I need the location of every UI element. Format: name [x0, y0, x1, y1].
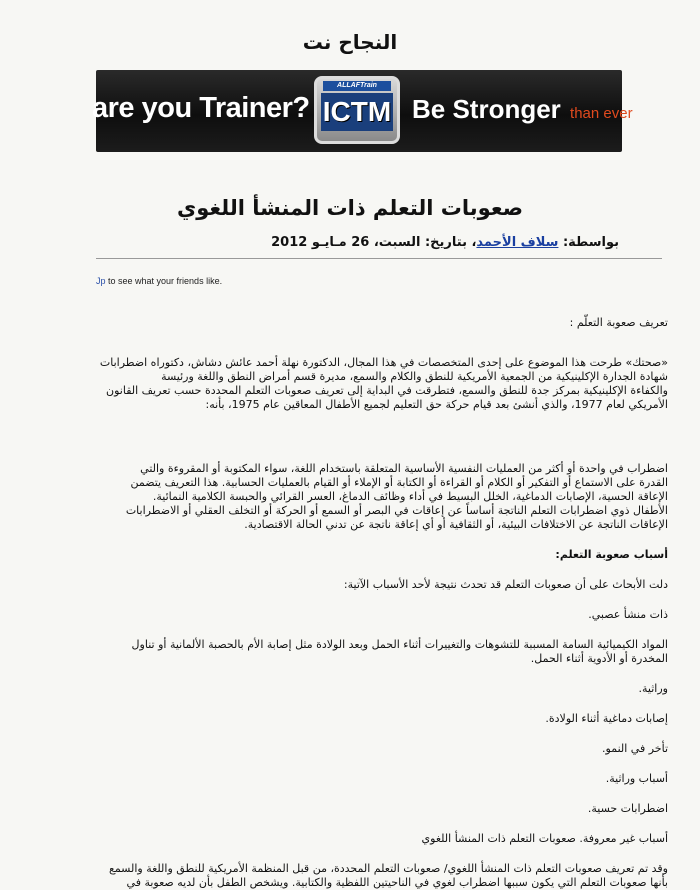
banner-slogan-left: are you Trainer? [92, 92, 310, 124]
ictm-logo [314, 76, 400, 144]
list-item: وراثية. [638, 682, 668, 695]
paragraph-line: الإعاقات الناتجة عن الاختلافات البيئية، أو الثقافية أو أي إعاقة ناتجة عن تدني الحالة الاقتصادية. [244, 518, 668, 531]
list-item: اضطرابات حسية. [587, 802, 668, 815]
paragraph-line: الأمريكي لعام 1977، والذي أنشئ بعد قيام حركة حق التعليم لجميع الأطفال المعاقين عام 1975، بأنه: [205, 398, 668, 411]
logo-main-text: ICTM [321, 93, 393, 131]
paragraph-line: بأنها صعوبات التعلم التي يكون سببها اضطراب لغوي في الناحيتين اللفظية والكتابية. ويشخص الطفل بأن لديه صعوبة في [126, 876, 668, 889]
banner-slogan-tail: than ever [570, 105, 633, 122]
divider [96, 258, 662, 259]
list-item: أسباب غير معروفة. صعوبات التعلم ذات المنشأ اللغوي [421, 832, 668, 845]
article-body [58, 316, 668, 890]
paragraph-line: والكفاءة الإكلينيكية بمركز جدة للنطق والسمع، فتطرقت في البداية إلى تعريف صعوبات التعلم المحددة حسب تعريف القانون [106, 384, 668, 397]
social-prompt [96, 276, 222, 286]
article-byline [271, 235, 619, 250]
article-title: صعوبات التعلم ذات المنشأ اللغوي [177, 196, 523, 220]
paragraph-line: وقد تم تعريف صعوبات التعلم ذات المنشأ اللغوي/ صعوبات التعلم المحددة، من قبل المنظمة الأمريكية للنطق واللغة والسمع [108, 862, 668, 875]
section-heading: أسباب صعوبة التعلم: [555, 548, 668, 561]
byline-date: ، بتاريخ: السبت، 26 مـايـو 2012 [271, 235, 477, 250]
byline-prefix: بواسطة: [562, 235, 619, 250]
list-item: تأخر في النمو. [602, 742, 668, 755]
list-item: إصابات دماغية أثناء الولادة. [545, 712, 668, 725]
paragraph-line: المخدرة أو الأدوية أثناء الحمل. [530, 652, 668, 665]
paragraph-line: شهادة الجدارة الإكلينيكية من الجمعية الأمريكية للنطق والكلام والسمع، مديرة قسم أمراض النطق واللغة ورئيسة [161, 370, 668, 383]
paragraph-line: القدرة على الاستماع أو التفكير أو الكلام أو القراءة أو الكتابة أو الإملاء أو القيام بالعمليات الحسابية. هذا التعريف يتضمن [130, 476, 668, 489]
ad-banner[interactable] [92, 70, 633, 152]
list-item: أسباب وراثية. [605, 772, 668, 785]
paragraph-line: المواد الكيميائية السامة المسببة للتشوهات والتغييرات أثناء الحمل وبعد الولادة مثل إصابة الأم بالحصبة الألمانية أو تناول [131, 638, 668, 651]
signup-link[interactable]: Jp [96, 276, 106, 286]
site-title: النجاح نت [302, 30, 398, 54]
paragraph-line: اضطراب في واحدة أو أكثر من العمليات النفسية الأساسية المتعلقة باستخدام اللغة، سواء المكتوبة أو المقروءة والتي [140, 462, 668, 475]
logo-top-text: ALLAFTrain [323, 81, 391, 91]
social-text: to see what your friends like. [105, 276, 223, 286]
list-item: ذات منشأ عصبي. [588, 608, 668, 621]
banner-slogan-right [412, 94, 633, 125]
paragraph-line: الأطفال ذوي اضطرابات التعلم الناتجة أساساً عن إعاقات في البصر أو السمع أو الحركة أو التخلف العقلي أو الاضطرابات [125, 504, 668, 517]
paragraph-line: دلت الأبحاث على أن صعوبات التعلم قد تحدث نتيجة لأحد الأسباب الآتية: [343, 578, 668, 591]
section-heading: تعريف صعوبة التعلّم : [569, 316, 668, 329]
banner-slogan-main: Be Stronger [412, 94, 561, 124]
author-link[interactable]: سلاف الأحمد [476, 235, 559, 250]
paragraph-line: الإعاقة الحسية، الإصابات الدماغية، الخلل البسيط في أداء وظائف الدماغ، العسر القرائي والحبسة الكلامية النمائية. [152, 490, 668, 503]
paragraph-line: «صحتك» طرحت هذا الموضوع على إحدى المتخصصات في هذا المجال، الدكتورة نهلة أحمد عائش دشاش، دكتوراه اضطرابات [99, 356, 668, 369]
